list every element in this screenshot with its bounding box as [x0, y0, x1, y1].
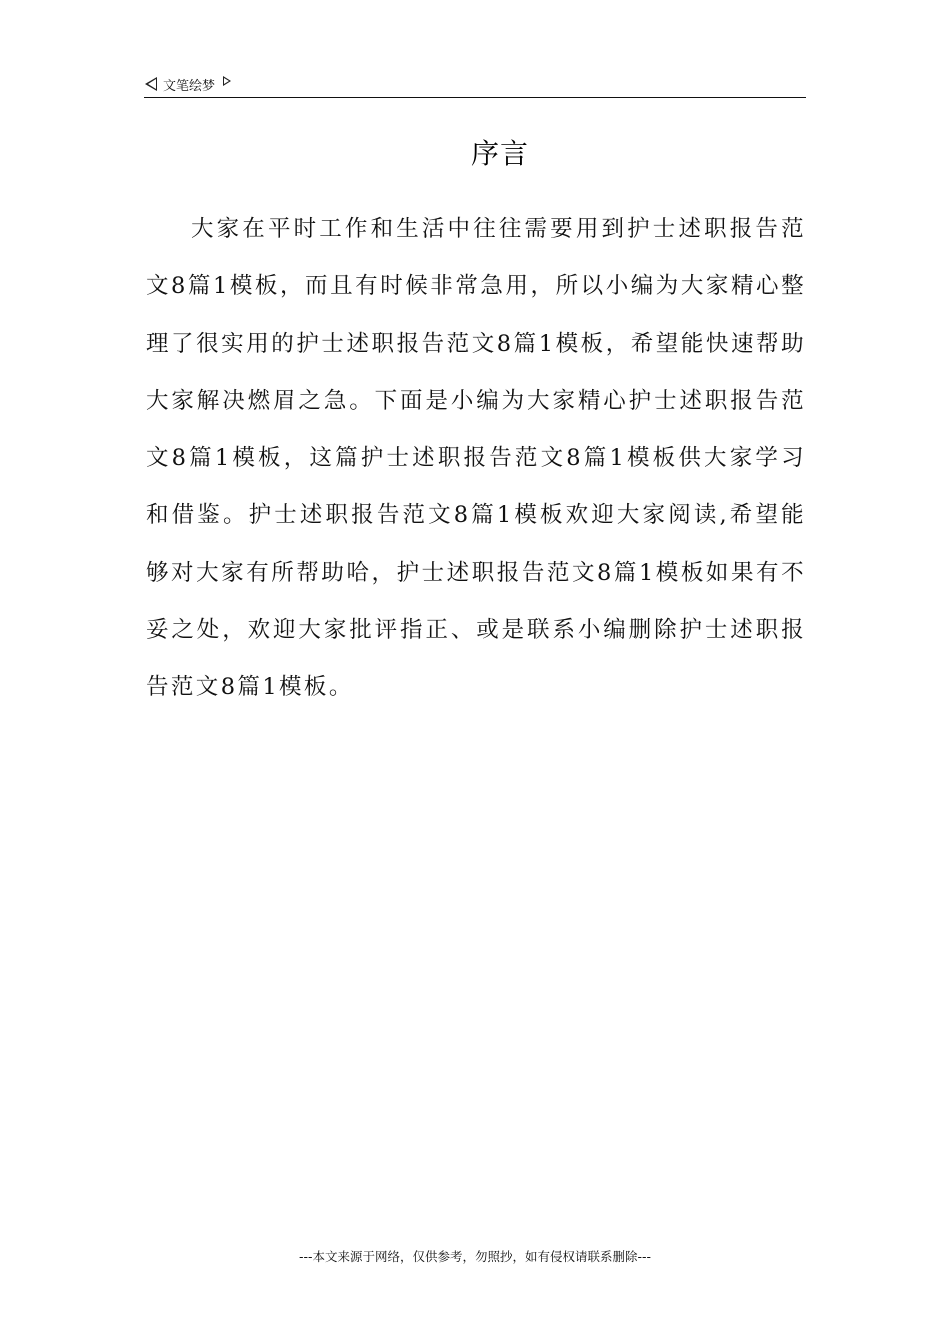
header-brand: 文笔绘梦	[163, 78, 216, 94]
footer-notice: ---本文来源于网络，仅供参考，勿照抄，如有侵权请联系删除---	[298, 1249, 652, 1264]
header-divider	[144, 97, 806, 98]
document-paragraph: 大家在平时工作和生活中往往需要用到护士述职报告范文8篇1模板，而且有时候非常急用，所以小编为大家精心整理了很实用的护士述职报告范文8篇1模板，希望能快速帮助大家解决燃眉之急。下面是小编为大家精心护士述职报告范文8篇1模板，这篇护士述职报告范文8篇1模板供大家学习和借鉴。护士述职报告范文8篇1模板欢迎大家阅读,希望能够对大家有所帮助哈，护士述职报告范文8篇1模板如果有不妥之处，欢迎大家批评指正、或是联系小编删除护士述职报告范文8篇1模板。	[146, 216, 806, 701]
page-header	[145, 74, 806, 94]
triangle-left-outline-icon	[145, 77, 157, 91]
triangle-right-outline-icon	[223, 76, 231, 86]
document-title: 序言	[470, 137, 529, 170]
